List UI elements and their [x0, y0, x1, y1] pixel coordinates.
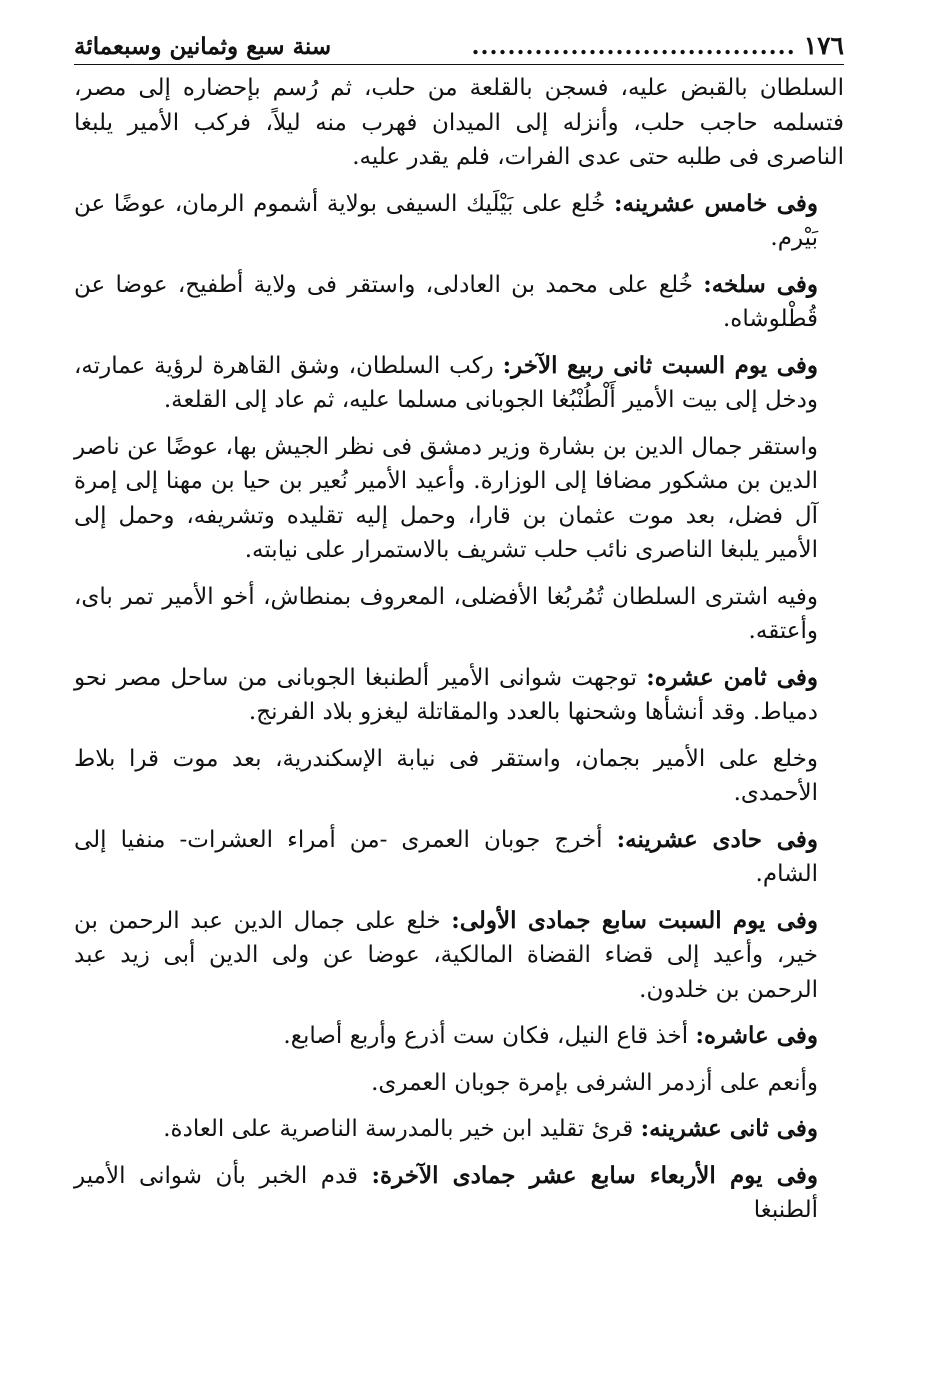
paragraph: [74, 430, 844, 568]
paragraph-text: وأنعم على أزدمر الشرفى بإمرة جوبان العمرى.: [371, 1069, 818, 1096]
paragraph: [74, 1112, 844, 1147]
paragraph-lead: وفى حادى عشرينه:: [616, 825, 818, 853]
paragraph-text: ركب السلطان، وشق القاهرة لرؤية عمارته، ودخل إلى بيت الأمير أَلْطُنْبُغا الجوبانى مسلما عليه، ثم عاد إلى القلعة.: [74, 352, 818, 413]
paragraph-lead: وفى ثامن عشره:: [646, 663, 819, 691]
paragraph-lead: وفى خامس عشرينه:: [614, 189, 818, 217]
paragraph-continuation: [74, 71, 844, 175]
paragraph-text: خُلع على محمد بن العادلى، واستقر فى ولاية أطفيح، عوضا عن قُطْلوشاه.: [74, 271, 818, 332]
paragraph-lead: وفى عاشره:: [695, 1022, 818, 1049]
paragraph: [74, 580, 844, 649]
header-dots: ....................................: [471, 33, 796, 60]
header-title: سنة سبع وثمانين وسبعمائة: [74, 33, 332, 60]
running-header: [74, 30, 844, 65]
paragraph: [74, 904, 844, 1008]
paragraph-lead: وفى سلخه:: [703, 270, 818, 298]
paragraph-text: خلع على جمال الدين عبد الرحمن بن خير، وأعيد إلى قضاء القضاة المالكية، عوضا عن ولى الدين أبى زيد عبد الرحمن بن خلدون.: [74, 907, 818, 1003]
paragraph-text: أخذ قاع النيل، فكان ست أذرع وأربع أصابع.: [283, 1023, 696, 1049]
paragraph: [74, 1159, 844, 1228]
paragraph-lead: وفى يوم السبت ثانى ربيع الآخر:: [502, 351, 818, 379]
document-page: [74, 30, 844, 1240]
paragraph: [74, 661, 844, 730]
paragraph: [74, 1019, 844, 1054]
paragraph-text: قدم الخبر بأن شوانى الأمير ألطنبغا: [74, 1162, 818, 1223]
paragraph-text: توجهت شوانى الأمير ألطنبغا الجوبانى من ساحل مصر نحو دمياط. وقد أنشأها وشحنها بالعدد والمقاتلة ليغزو بلاد الفرنج.: [74, 664, 818, 725]
page-number: ١٧٦: [803, 31, 844, 60]
paragraph-text: خُلع على بَيْلَيك السيفى بولاية أشموم الرمان، عوضًا عن بَيْرم.: [74, 190, 818, 251]
paragraph-text: قرئ تقليد ابن خير بالمدرسة الناصرية على العادة.: [163, 1116, 641, 1142]
paragraph-lead: وفى يوم السبت سابع جمادى الأولى:: [451, 906, 818, 934]
paragraph: [74, 823, 844, 892]
paragraph: [74, 349, 844, 418]
paragraph-text: أخرج جوبان العمرى -من أمراء العشرات- منفيا إلى الشام.: [74, 826, 818, 887]
paragraph-text: وفيه اشترى السلطان تُمُربُغا الأفضلى، المعروف بمنطاش، أخو الأمير تمر باى، وأعتقه.: [74, 583, 818, 644]
paragraph: [74, 187, 844, 256]
paragraph: [74, 1066, 844, 1101]
paragraph-text: واستقر جمال الدين بن بشارة وزير دمشق فى نظر الجيش بها، عوضًا عن ناصر الدين بن مشكور مضافا إلى الوزارة. وأعيد الأمير نُعير بن حيا بن مهنا إلى إمرة آل فضل، بعد موت عثمان بن قارا، وحمل إليه تقليده وتشريفه، وحمل إلى الأمير يلبغا الناصرى نائب حلب تشريف بالاستمرار على نيابته.: [74, 433, 818, 563]
paragraph: [74, 268, 844, 337]
paragraph-text: وخلع على الأمير بجمان، واستقر فى نيابة الإسكندرية، بعد موت قرا بلاط الأحمدى.: [74, 745, 818, 806]
paragraph: [74, 742, 844, 811]
header-right: [341, 30, 844, 63]
paragraph-lead: وفى يوم الأربعاء سابع عشر جمادى الآخرة:: [371, 1161, 818, 1189]
paragraph-lead: وفى ثانى عشرينه:: [640, 1115, 818, 1142]
paragraph-text: السلطان بالقبض عليه، فسجن بالقلعة من حلب، ثم رُسم بإحضاره إلى مصر، فتسلمه حاجب حلب، وأنزله إلى الميدان فهرب منه ليلاً، فركب الأمير يلبغا الناصرى فى طلبه حتى عدى الفرات، فلم يقدر عليه.: [74, 75, 844, 170]
